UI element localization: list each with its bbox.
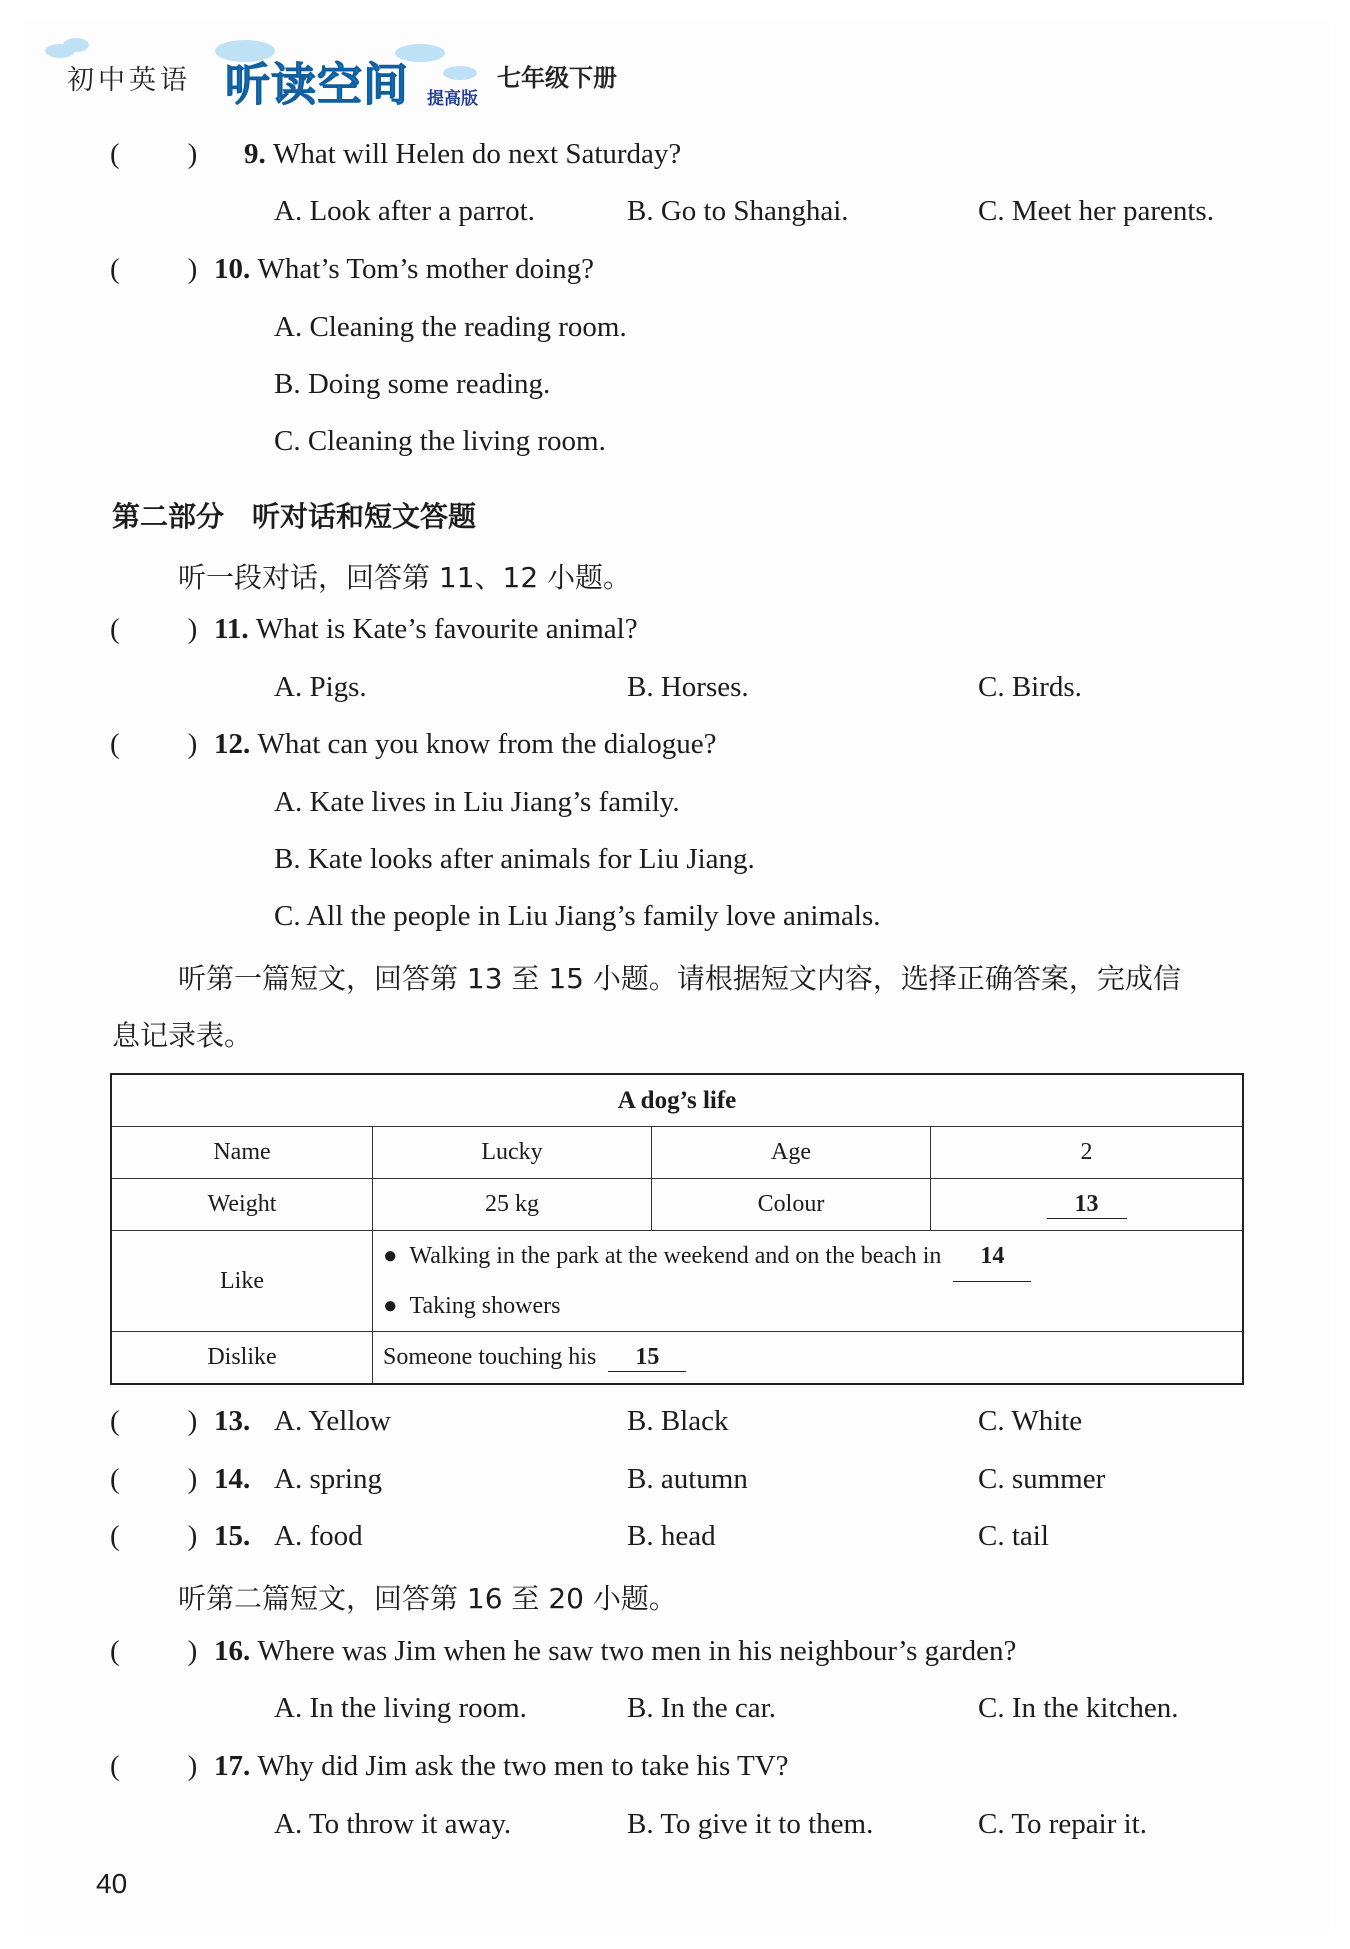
answer-blank[interactable]: ( ) bbox=[110, 1750, 198, 1782]
like-item-text: Taking showers bbox=[409, 1293, 561, 1319]
age-label: Age bbox=[652, 1127, 931, 1179]
answer-blank[interactable]: ( ) bbox=[110, 613, 198, 645]
bullet-icon: ● bbox=[383, 1243, 398, 1269]
option-c: C. White bbox=[978, 1405, 1083, 1437]
colour-label: Colour bbox=[652, 1179, 931, 1231]
option-a: A. Look after a parrot. bbox=[274, 195, 535, 227]
option-a: A. food bbox=[274, 1520, 363, 1552]
dislike-text: Someone touching his bbox=[383, 1343, 597, 1370]
question-text: Why did Jim ask the two men to take his TV? bbox=[257, 1750, 789, 1782]
page-number: 40 bbox=[96, 1868, 128, 1899]
question-text: What is Kate’s favourite animal? bbox=[255, 613, 638, 645]
option-c: C. To repair it. bbox=[978, 1808, 1147, 1840]
question-9 bbox=[110, 138, 681, 171]
question-11 bbox=[110, 613, 638, 646]
option-c: C. Cleaning the living room. bbox=[274, 425, 606, 457]
blank-15[interactable]: 15 bbox=[608, 1344, 686, 1372]
question-number: 10. bbox=[214, 253, 251, 285]
answer-blank[interactable]: ( ) bbox=[110, 1463, 198, 1495]
option-a: A. Pigs. bbox=[274, 671, 367, 703]
question-14 bbox=[110, 1463, 250, 1496]
option-a: A. Yellow bbox=[274, 1405, 391, 1437]
question-number: 12. bbox=[214, 728, 251, 760]
option-b: B. Doing some reading. bbox=[274, 368, 551, 400]
answer-blank[interactable]: ( ) bbox=[110, 138, 198, 170]
option-a: A. To throw it away. bbox=[274, 1808, 512, 1840]
colour-value bbox=[931, 1179, 1244, 1231]
answer-blank[interactable]: ( ) bbox=[110, 1520, 198, 1552]
option-b: B. To give it to them. bbox=[627, 1808, 874, 1840]
option-a: A. Cleaning the reading room. bbox=[274, 311, 627, 343]
question-text: What will Helen do next Saturday? bbox=[273, 138, 682, 170]
question-number: 17. bbox=[214, 1750, 251, 1782]
instruction-dialogue: 听一段对话，回答第 11、12 小题。 bbox=[178, 561, 632, 594]
instruction-passage-1-cont: 息记录表。 bbox=[112, 1019, 253, 1052]
answer-blank[interactable]: ( ) bbox=[110, 1405, 198, 1437]
option-a: A. Kate lives in Liu Jiang’s family. bbox=[274, 786, 680, 818]
option-b: B. head bbox=[627, 1520, 716, 1552]
option-b: B. autumn bbox=[627, 1463, 748, 1495]
instruction-passage-1: 听第一篇短文，回答第 13 至 15 小题。请根据短文内容，选择正确答案，完成信 bbox=[178, 962, 1181, 995]
option-c: C. summer bbox=[978, 1463, 1106, 1495]
question-text: Where was Jim when he saw two men in his neighbour’s garden? bbox=[257, 1635, 1017, 1667]
question-10 bbox=[110, 253, 594, 286]
cloud-decoration bbox=[443, 66, 477, 80]
answer-blank[interactable]: ( ) bbox=[110, 728, 198, 760]
like-item-2 bbox=[383, 1281, 1232, 1331]
option-c: C. Meet her parents. bbox=[978, 195, 1214, 227]
option-c: C. All the people in Liu Jiang’s family love animals. bbox=[274, 900, 881, 932]
question-number: 14. bbox=[214, 1463, 251, 1495]
grade-label: 七年级下册 bbox=[497, 64, 617, 92]
option-b: B. Kate looks after animals for Liu Jiang. bbox=[274, 843, 755, 875]
series-label: 初中英语 bbox=[67, 65, 191, 96]
option-b: B. Horses. bbox=[627, 671, 749, 703]
answer-blank[interactable]: ( ) bbox=[110, 253, 198, 285]
weight-label: Weight bbox=[111, 1179, 373, 1231]
cloud-decoration bbox=[63, 38, 89, 52]
instruction-passage-2: 听第二篇短文，回答第 16 至 20 小题。 bbox=[178, 1582, 677, 1615]
question-16 bbox=[110, 1635, 1016, 1668]
question-17 bbox=[110, 1750, 789, 1783]
like-label: Like bbox=[111, 1231, 373, 1332]
option-c: C. tail bbox=[978, 1520, 1049, 1552]
question-15 bbox=[110, 1520, 250, 1553]
dislike-value bbox=[373, 1332, 1244, 1385]
name-label: Name bbox=[111, 1127, 373, 1179]
like-item-1 bbox=[383, 1231, 1232, 1281]
question-number: 15. bbox=[214, 1520, 251, 1552]
table-title: A dog’s life bbox=[111, 1074, 1243, 1127]
question-text: What can you know from the dialogue? bbox=[257, 728, 717, 760]
like-item-text: Walking in the park at the weekend and on the beach in bbox=[409, 1243, 942, 1269]
dog-info-table bbox=[110, 1073, 1244, 1385]
question-number: 13. bbox=[214, 1405, 251, 1437]
name-value: Lucky bbox=[373, 1127, 652, 1179]
option-b: B. Black bbox=[627, 1405, 729, 1437]
option-c: C. Birds. bbox=[978, 671, 1082, 703]
blank-14[interactable]: 14 bbox=[953, 1231, 1031, 1282]
option-b: B. Go to Shanghai. bbox=[627, 195, 849, 227]
option-c: C. In the kitchen. bbox=[978, 1692, 1179, 1724]
option-a: A. spring bbox=[274, 1463, 382, 1495]
question-number: 11. bbox=[214, 613, 249, 645]
dislike-label: Dislike bbox=[111, 1332, 373, 1385]
question-number: 9. bbox=[244, 138, 266, 170]
age-value: 2 bbox=[931, 1127, 1244, 1179]
question-text: What’s Tom’s mother doing? bbox=[257, 253, 595, 285]
book-header bbox=[45, 40, 745, 120]
weight-value: 25 kg bbox=[373, 1179, 652, 1231]
option-b: B. In the car. bbox=[627, 1692, 776, 1724]
answer-blank[interactable]: ( ) bbox=[110, 1635, 198, 1667]
question-12 bbox=[110, 728, 717, 761]
question-number: 16. bbox=[214, 1635, 251, 1667]
option-a: A. In the living room. bbox=[274, 1692, 527, 1724]
section-title: 第二部分 听对话和短文答题 bbox=[112, 500, 477, 533]
like-value bbox=[373, 1231, 1244, 1332]
book-title: 听读空间 bbox=[225, 58, 410, 111]
bullet-icon: ● bbox=[383, 1293, 398, 1319]
edition-label: 提高版 bbox=[427, 89, 478, 109]
question-13 bbox=[110, 1405, 250, 1438]
blank-13[interactable]: 13 bbox=[1047, 1191, 1127, 1219]
